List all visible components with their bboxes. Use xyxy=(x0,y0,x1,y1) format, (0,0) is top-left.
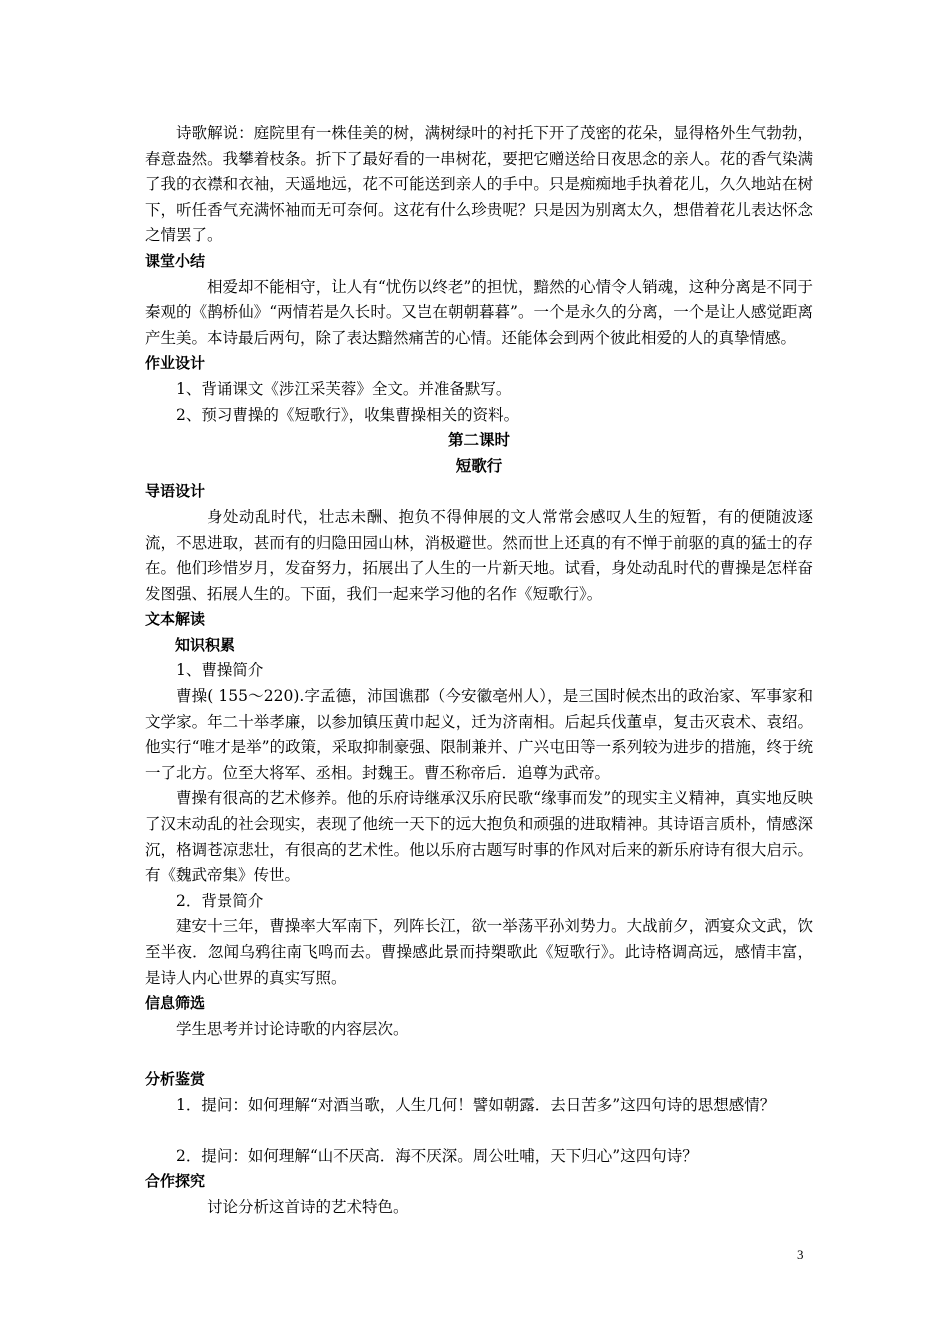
background-paragraph: 建安十三年，曹操率大军南下，列阵长江，欲一举荡平孙刘势力。大战前夕，洒宴众文武，饮至半夜．忽闻乌鸦往南飞鸣而去。曹操感此景而持槊歌此《短歌行》。此诗格调高远，感情丰富，是诗人内心世界的真实写照。 xyxy=(145,917,813,987)
knowledge-item-1-title: 1、曹操简介 xyxy=(176,661,264,680)
spacer xyxy=(145,1042,813,1067)
homework-heading: 作业设计 xyxy=(145,354,206,373)
poem-explanation-paragraph: 诗歌解说：庭院里有一株佳美的树，满树绿叶的衬托下开了茂密的花朵，显得格外生气勃勃，春意盎然。我攀着枝条。折下了最好看的一串树花，要把它赠送给日夜思念的亲人。花的香气染满了我的衣襟和衣袖，天遥地远，花不可能送到亲人的手中。只是痴痴地手执着花儿，久久地站在树下，听任香气充满怀袖而无可奈何。这花有什么珍贵呢？只是因为别离太久，想借着花儿表达怀念之情罢了。 xyxy=(145,124,813,245)
page-number: 3 xyxy=(797,1247,804,1262)
knowledge-item-2-title: 2．背景简介 xyxy=(176,891,264,910)
analysis-heading: 分析鉴赏 xyxy=(145,1070,206,1089)
caocao-art-paragraph: 曹操有很高的艺术修养。他的乐府诗继承汉乐府民歌“缘事而发”的现实主义精神，真实地反映了汉末动乱的社会现实，表现了他统一天下的远大抱负和顽强的进取精神。其诗语言质朴，情感深沉，格调苍凉悲壮，有很高的艺术性。他以乐府古题写时事的作风对后来的新乐府诗有很大启示。有《魏武帝集》传世。 xyxy=(145,789,813,885)
cooperation-heading: 合作探究 xyxy=(145,1172,206,1191)
homework-item-2: 2、预习曹操的《短歌行》，收集曹操相关的资料。 xyxy=(176,405,520,424)
homework-item-1: 1、背诵课文《涉江采芙蓉》全文。并准备默写。 xyxy=(176,379,512,398)
caocao-bio-paragraph: 曹操( 155～220).字孟德，沛国谯郡（今安徽亳州人），是三国时候杰出的政治家、军事家和文学家。年二十举孝廉，以参加镇压黄巾起义，迁为济南相。后起兵伐董卓，复击灭袁术、袁绍。他实行“唯才是举”的政策，采取抑制豪强、限制兼并、广兴屯田等一系列较为进步的措施，终于统一了北方。位至大将军、丞相。封魏王。曹丕称帝后．追尊为武帝。 xyxy=(145,687,813,782)
intro-heading: 导语设计 xyxy=(145,482,206,501)
class-summary-paragraph: 相爱却不能相守，让人有“忧伤以终老”的担忧，黯然的心情令人销魂，这种分离是不同于秦观的《鹊桥仙》“两情若是久长时。又岂在朝朝暮暮”。一个是永久的分离，一个是让人感觉距离产生美。本诗最后两句，除了表达黯然痛苦的心情。还能体会到两个彼此相爱的人的真挚情感。 xyxy=(145,277,813,347)
knowledge-heading: 知识积累 xyxy=(175,635,236,654)
lesson-title: 第二课时 xyxy=(447,431,510,450)
page-content xyxy=(145,121,813,1220)
analysis-question-1: 1．提问：如何理解“对酒当歌，人生几何！譬如朝露．去日苦多”这四句诗的思想感情？ xyxy=(176,1095,776,1114)
class-summary-heading: 课堂小结 xyxy=(145,251,206,270)
poem-title: 短歌行 xyxy=(455,456,503,475)
info-filter-heading: 信息筛选 xyxy=(145,994,206,1013)
analysis-question-2: 2．提问：如何理解“山不厌高．海不厌深。周公吐哺，天下归心”这四句诗？ xyxy=(176,1146,698,1165)
intro-paragraph: 身处动乱时代，壮志未酬、抱负不得伸展的文人常常会感叹人生的短暂，有的便随波逐流，不思进取，甚而有的归隐田园山林，消极避世。然而世上还真的有不惮于前驱的真的猛士的存在。他们珍惜岁月，发奋努力，拓展出了人生的一片新天地。试看，身处动乱时代的曹操是怎样奋发图强、拓展人生的。下面，我们一起来学习他的名作《短歌行》。 xyxy=(145,507,813,603)
text-reading-heading: 文本解读 xyxy=(145,610,206,629)
spacer xyxy=(145,1119,813,1144)
info-filter-paragraph: 学生思考并讨论诗歌的内容层次。 xyxy=(176,1019,409,1038)
cooperation-paragraph: 讨论分析这首诗的艺术特色。 xyxy=(207,1197,409,1216)
